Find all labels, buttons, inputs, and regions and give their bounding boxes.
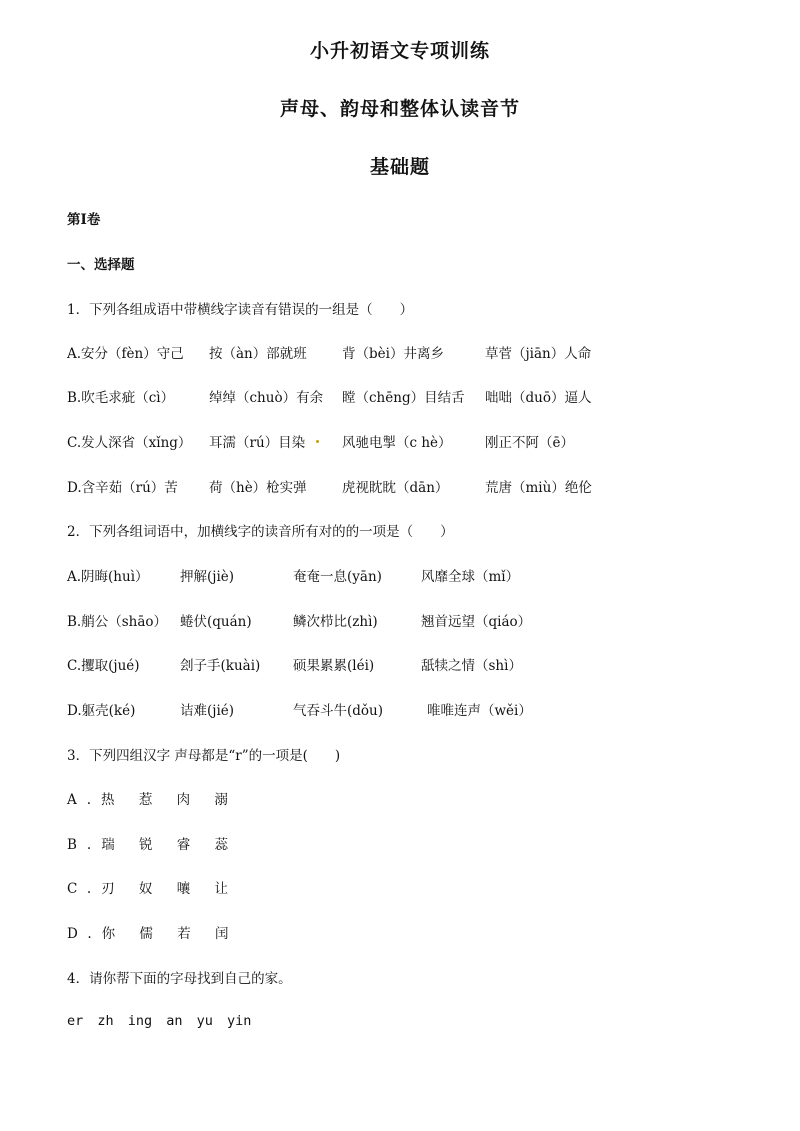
q2-option-b-item1: B.艄公（shāo） [67, 614, 168, 630]
q2-option-a [67, 565, 767, 585]
q2-option-c [67, 654, 767, 674]
q1-option-d-item4: 荒唐（miù）绝伦 [485, 480, 592, 496]
question-3-stem: 3．下列四组汉字 声母都是“r”的一项是( ) [67, 748, 341, 764]
q3-option-b: B.瑞 锐 睿 蕊 [67, 837, 239, 853]
q1-option-b-item4: 咄咄（duō）逼人 [485, 390, 592, 406]
q1-option-a-item1: A.安分（fèn）守己 [67, 346, 184, 362]
q3-option-a: A.热 惹 肉 溺 [67, 792, 238, 808]
q1-option-a [67, 342, 767, 362]
q2-option-a-item2: 押解(jiè) [180, 569, 235, 585]
q2-option-d-item1: D.躯壳(ké) [67, 703, 136, 719]
q2-option-b-item4: 翘首远望（qiáo） [421, 614, 532, 630]
q1-option-d-item1: D.含辛茹（rú）苦 [67, 480, 178, 496]
q2-option-b-item2: 蜷伏(quán) [180, 614, 252, 630]
q2-option-a-item4: 风靡全球（mǐ） [421, 569, 520, 585]
volume-label: 第I卷 [67, 212, 101, 228]
q1-option-a-item4: 草菅（jiān）人命 [485, 346, 592, 362]
difficulty-label: 基础题 [369, 156, 430, 178]
q1-option-a-item3: 背（bèi）井离乡 [342, 346, 444, 362]
q2-option-d-item2: 诘难(jié) [180, 703, 235, 719]
q1-option-c-item2: 耳濡（rú）目染 [209, 435, 306, 451]
q2-option-c-item4: 舐犊之情（shì） [421, 658, 522, 674]
question-2-stem: 2．下列各组词语中，加横线字的读音所有对的的一项是（ ） [67, 524, 454, 540]
q1-option-b-item3: 瞠（chēng）目结舌 [342, 390, 465, 406]
q2-option-a-item3: 奄奄一息(yān) [293, 569, 382, 585]
section-heading: 一、选择题 [67, 257, 135, 273]
q2-option-c-item2: 刽子手(kuài) [180, 658, 261, 674]
q1-option-a-item2: 按（àn）部就班 [209, 346, 307, 362]
q2-option-c-item1: C.攫取(jué) [67, 658, 140, 674]
document-title: 小升初语文专项训练 [309, 40, 490, 62]
q2-option-d-item4: 唯唯连声（wěi） [427, 703, 532, 719]
q2-option-b [67, 610, 767, 630]
q2-option-a-item1: A.阴晦(huì） [67, 569, 149, 585]
q1-option-b-item2: 绰绰（chuò）有余 [209, 390, 324, 406]
q1-option-b-item1: B.吹毛求疵（cì） [67, 390, 175, 406]
q1-option-d-item2: 荷（hè）枪实弹 [209, 480, 307, 496]
q1-option-b [67, 386, 767, 406]
q2-option-b-item3: 鳞次栉比(zhì) [293, 614, 378, 630]
q2-option-d [67, 699, 767, 719]
q1-option-c-item3: 风驰电掣（c hè） [342, 435, 452, 451]
q1-option-d [67, 476, 767, 496]
stray-dot-mark [316, 440, 319, 443]
q2-option-c-item3: 硕果累累(léi) [293, 658, 375, 674]
q3-option-d: D.你 儒 若 闰 [67, 926, 239, 942]
q1-option-c [67, 431, 767, 451]
q1-option-c-item1: C.发人深省（xǐng） [67, 435, 192, 451]
q4-letters: er zh ing an yu yin [67, 1013, 252, 1029]
q2-option-d-item3: 气吞斗牛(dǒu) [293, 703, 383, 719]
q1-option-c-item4: 刚正不阿（ē） [485, 435, 574, 451]
question-4-stem: 4．请你帮下面的字母找到自己的家。 [67, 971, 292, 987]
q1-option-d-item3: 虎视眈眈（dān） [342, 480, 449, 496]
q3-option-c: C.刃 奴 嚷 让 [67, 881, 239, 897]
document-subtitle: 声母、韵母和整体认读音节 [279, 98, 520, 120]
question-1-stem: 1．下列各组成语中带横线字读音有错误的一组是（ ） [67, 302, 414, 318]
